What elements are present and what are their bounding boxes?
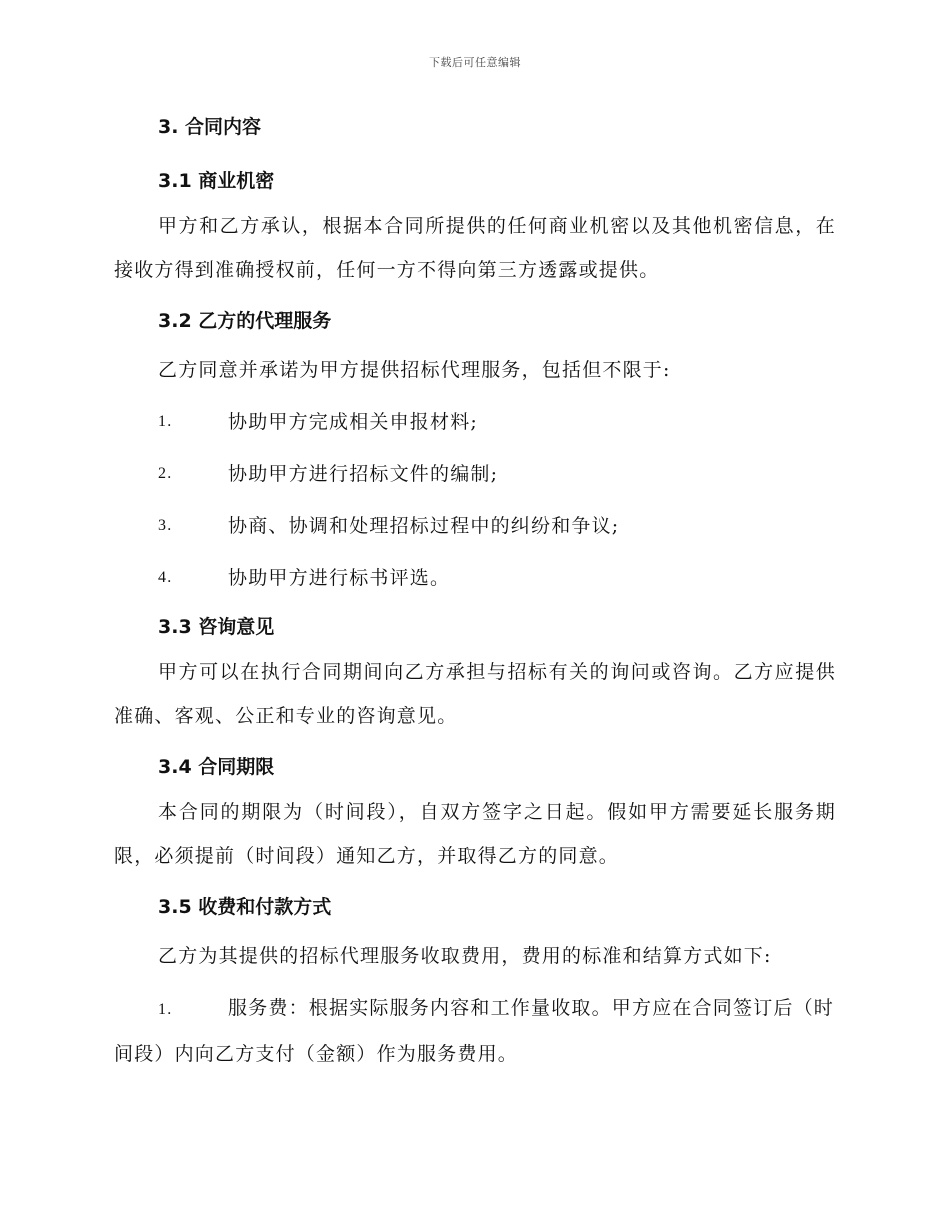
- list-text: 协助甲方进行招标文件的编制;: [228, 463, 499, 485]
- running-header: 下载后可任意编辑: [429, 56, 521, 69]
- subsection-heading-3-4: 3.4 合同期限: [158, 756, 275, 778]
- subsection-heading-3-5: 3.5 收费和付款方式: [158, 896, 332, 918]
- list-text: 协商、协调和处理招标过程中的纠纷和争议;: [228, 515, 620, 537]
- paragraph-3-1: 甲方和乙方承认，根据本合同所提供的任何商业机密以及其他机密信息，在接收方得到准确授权前，任何一方不得向第三方透露或提供。: [114, 215, 836, 281]
- list-item: [114, 448, 836, 500]
- paragraph-3-3: 甲方可以在执行合同期间向乙方承担与招标有关的询问或咨询。乙方应提供准确、客观、公正和专业的咨询意见。: [114, 661, 836, 727]
- list-item: [114, 396, 836, 448]
- list-number: 1.: [158, 1001, 173, 1018]
- list-text: 服务费：根据实际服务内容和工作量收取。甲方应在合同签订后（时间段）内向乙方支付（金额）作为服务费用。: [114, 997, 835, 1065]
- list-item: [114, 500, 836, 552]
- list-number: 2.: [158, 465, 173, 482]
- list-text: 协助甲方进行标书评选。: [228, 567, 451, 589]
- list-number: 3.: [158, 517, 173, 534]
- subsection-heading-3-2: 3.2 乙方的代理服务: [158, 310, 332, 332]
- paragraph-3-2-intro: 乙方同意并承诺为甲方提供招标代理服务，包括但不限于:: [158, 359, 671, 381]
- subsection-heading-3-1: 3.1 商业机密: [158, 170, 275, 192]
- list-number: 1.: [158, 413, 173, 430]
- section-heading: 3. 合同内容: [158, 116, 262, 138]
- list-item: [114, 552, 836, 604]
- paragraph-3-5-intro: 乙方为其提供的招标代理服务收取费用，费用的标准和结算方式如下:: [158, 945, 772, 967]
- list-number: 4.: [158, 569, 173, 586]
- paragraph-3-4: 本合同的期限为（时间段），自双方签字之日起。假如甲方需要延长服务期限，必须提前（时间段）通知乙方，并取得乙方的同意。: [114, 801, 836, 867]
- list-text: 协助甲方完成相关申报材料;: [228, 411, 479, 433]
- list-item: [114, 986, 836, 1076]
- document-body: [114, 104, 836, 1076]
- subsection-heading-3-3: 3.3 咨询意见: [158, 616, 275, 638]
